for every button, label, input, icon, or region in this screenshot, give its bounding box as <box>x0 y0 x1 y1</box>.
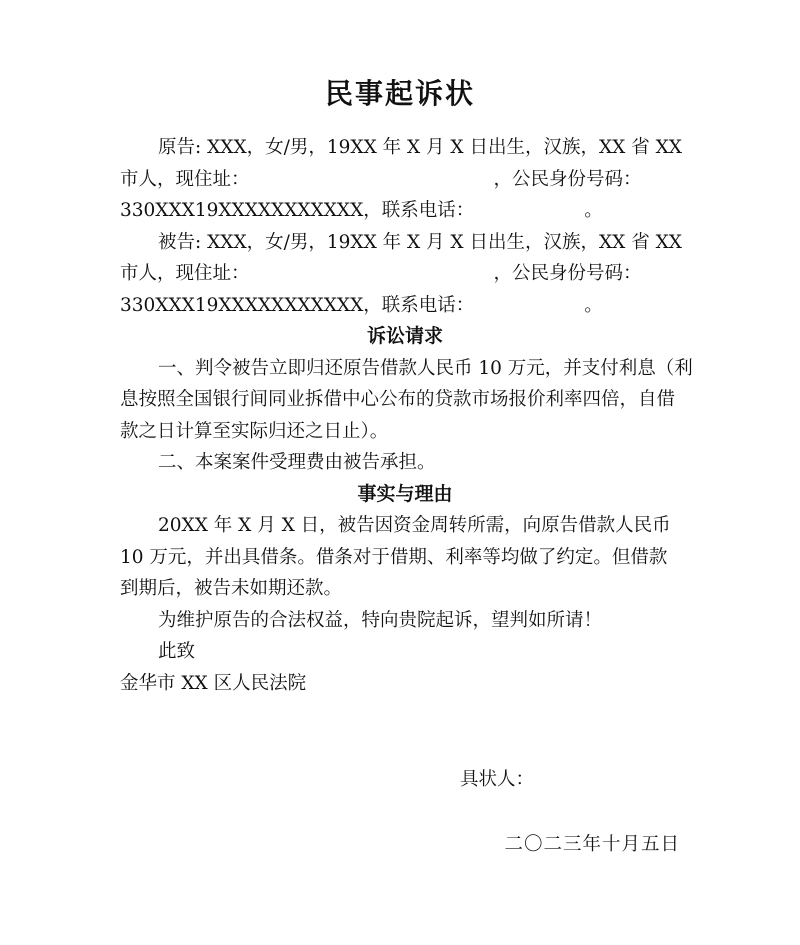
facts-line-3: 到期后，被告未如期还款。 <box>120 578 343 599</box>
defendant-id-phone: 330XXX19XXXXXXXXXXX，联系电话： <box>120 294 475 316</box>
facts-line-4: 为维护原告的合法权益，特向贵院起诉，望判如所请！ <box>158 609 603 631</box>
plaintiff-address-label: 市人，现住址： <box>120 168 250 190</box>
document-title: 民事起诉状 <box>324 77 475 110</box>
claims-heading: 诉讼请求 <box>366 325 443 347</box>
claim-1-line-2: 息按照全国银行间同业拆借中心公布的贷款市场报价利率四倍，自借 <box>120 389 676 410</box>
plaintiff-id-label: ，公民身份号码： <box>493 168 642 190</box>
signer-label: 具状人： <box>460 769 535 790</box>
plaintiff-line-end: 。 <box>584 200 603 221</box>
facts-heading: 事实与理由 <box>357 482 453 505</box>
plaintiff-id-phone: 330XXX19XXXXXXXXXXX，联系电话： <box>120 200 475 221</box>
defendant-address-label: 市人，现住址： <box>120 263 250 284</box>
defendant-line-1: 被告: XXX，女/男，19XX 年 X 月 X 日出生，汉族，XX 省 XX <box>158 231 682 253</box>
plaintiff-line-2 <box>120 164 690 196</box>
claim-1-line-3: 款之日计算至实际归还之日止）。 <box>120 420 389 442</box>
claim-1-line-1: 一、判令被告立即归还原告借款人民币 10 万元，并支付利息（利 <box>158 357 693 379</box>
court-name: 金华市 XX 区人民法院 <box>120 672 307 694</box>
document-body <box>120 132 693 699</box>
plaintiff-line-3 <box>120 195 690 227</box>
facts-line-1: 20XX 年 X 月 X 日，被告因资金周转所需，向原告借款人民币 <box>158 515 671 536</box>
claim-2: 二、本案案件受理费由被告承担。 <box>158 452 436 473</box>
defendant-line-2 <box>120 258 690 290</box>
facts-line-2: 10 万元，并出具借条。借条对于借期、利率等均做了约定。但借款 <box>120 546 668 568</box>
plaintiff-line-1: 原告: XXX，女/男，19XX 年 X 月 X 日出生，汉族，XX 省 XX <box>158 137 682 158</box>
closing-greeting: 此致 <box>158 641 196 662</box>
defendant-id-label: ，公民身份号码： <box>493 263 642 284</box>
defendant-line-3 <box>120 290 690 322</box>
document-date: 二〇二三年十月五日 <box>504 834 680 855</box>
defendant-line-end: 。 <box>584 294 603 316</box>
